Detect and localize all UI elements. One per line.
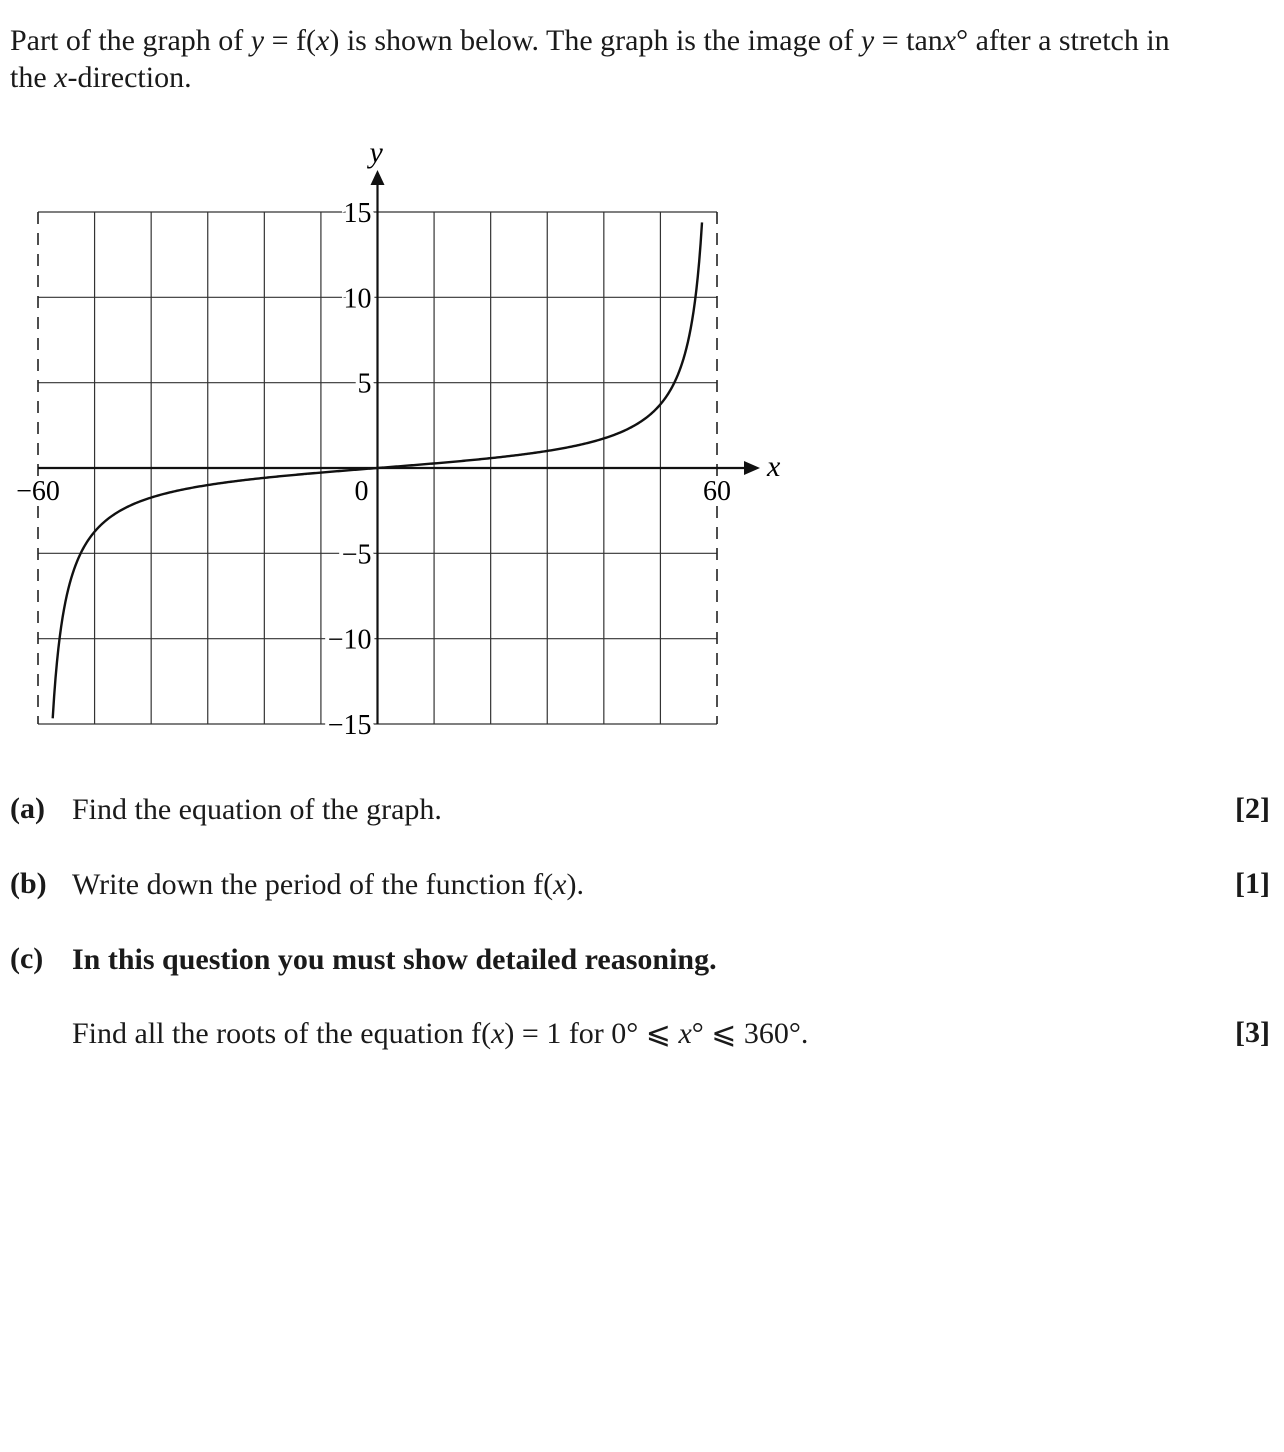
question-c-part: ) = 1 for 0° ⩽	[504, 1017, 679, 1050]
intro-var: x	[316, 24, 330, 57]
question-c-part: Find all the roots of the equation f(	[72, 1017, 492, 1050]
question-c-var: x	[491, 1017, 505, 1050]
question-b-part: Write down the period of the function f(	[72, 868, 554, 901]
tick-labels	[16, 136, 781, 741]
question-a-text: Find the equation of the graph.	[72, 793, 442, 826]
x-axis-arrow	[744, 461, 760, 475]
y-tick-label: −10	[327, 624, 372, 656]
y-tick-label: 5	[357, 368, 372, 400]
question-c-var: x	[678, 1017, 692, 1050]
axes	[38, 170, 760, 724]
intro-text: = tan	[874, 24, 943, 57]
intro-var: y	[250, 24, 265, 57]
intro-var: x	[54, 61, 68, 94]
y-tick-label: −15	[327, 710, 372, 741]
x-tick-label: 0	[354, 476, 369, 507]
question-intro	[10, 22, 1278, 96]
intro-text: = f(	[264, 24, 316, 57]
intro-text: Part of the graph of	[10, 24, 251, 57]
question-a-label: (a)	[10, 792, 45, 825]
question-b-var: x	[553, 868, 567, 901]
x-tick-label: 60	[703, 476, 731, 507]
question-b-label: (b)	[10, 867, 47, 900]
intro-var: x	[942, 24, 957, 57]
y-tick-label: 10	[343, 283, 372, 315]
question-b-part: ).	[566, 868, 584, 901]
x-axis-label: x	[767, 450, 781, 483]
y-tick-label: −5	[341, 539, 372, 571]
tan-graph-chart	[0, 130, 820, 750]
x-tick-label: −60	[16, 476, 60, 507]
intro-text: ° after a stretch in	[956, 24, 1170, 57]
y-axis-arrow	[371, 170, 385, 185]
question-c-instruction: In this question you must show detailed reasoning.	[72, 943, 717, 976]
y-axis-label: y	[369, 136, 383, 169]
intro-text: -direction.	[67, 61, 192, 94]
intro-text: ) is shown below. The graph is the image of	[329, 24, 861, 57]
question-b-marks: [1]	[1235, 867, 1270, 900]
question-a-marks: [2]	[1235, 792, 1270, 825]
y-tick-label: 15	[343, 198, 372, 229]
question-b-text	[72, 867, 584, 903]
question-c-part: ° ⩽ 360°.	[691, 1017, 809, 1050]
intro-text: the	[10, 61, 55, 94]
question-c-label: (c)	[10, 942, 44, 975]
intro-var: y	[860, 24, 875, 57]
question-c-marks: [3]	[1235, 1016, 1270, 1049]
question-c-text	[72, 1016, 808, 1052]
